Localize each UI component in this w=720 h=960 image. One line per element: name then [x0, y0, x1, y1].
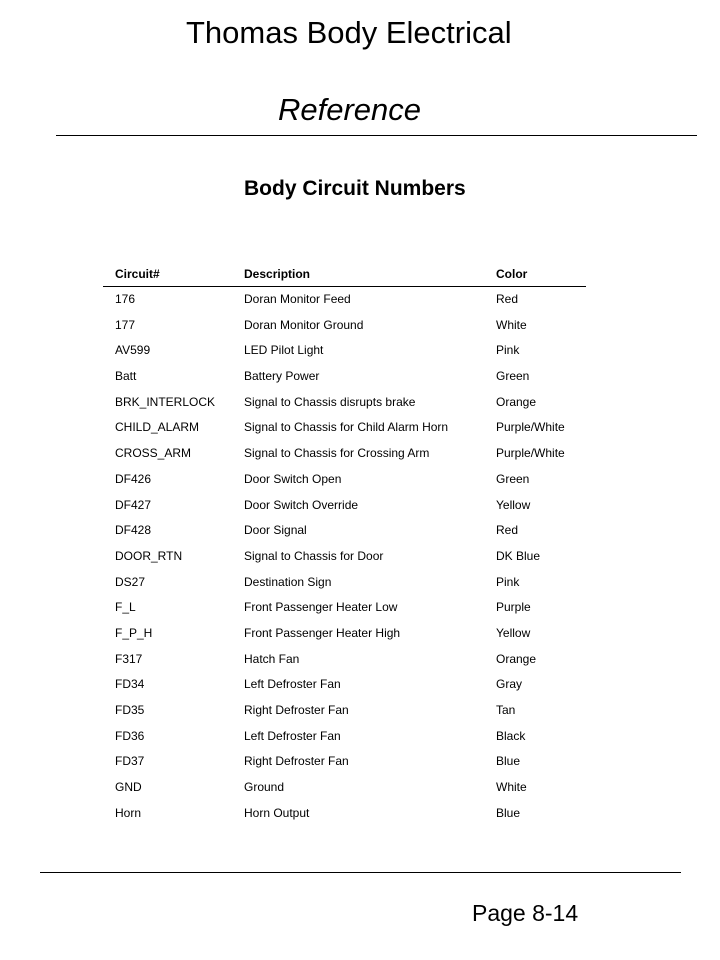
color-cell: Red	[496, 523, 519, 538]
description-cell: Door Switch Override	[244, 497, 359, 512]
color-cell: Blue	[496, 754, 521, 769]
circuit-cell: CROSS_ARM	[115, 446, 192, 461]
table-row	[103, 595, 586, 621]
table-row	[103, 415, 586, 441]
description-cell: Door Switch Open	[244, 471, 342, 486]
table-row	[103, 390, 586, 416]
color-cell: DK Blue	[496, 548, 541, 563]
table-row	[103, 647, 586, 673]
table-header-row	[103, 262, 586, 287]
color-cell: Purple/White	[496, 420, 565, 435]
color-cell: Pink	[496, 343, 520, 358]
circuit-cell: DF426	[115, 471, 152, 486]
color-cell: Purple/White	[496, 446, 565, 461]
circuit-cell: DOOR_RTN	[115, 548, 183, 563]
color-cell: Purple	[496, 600, 531, 615]
circuit-cell: Horn	[115, 805, 142, 820]
table-row	[103, 801, 586, 827]
circuit-cell: 176	[115, 292, 136, 306]
description-cell: Ground	[244, 780, 285, 795]
description-cell: Horn Output	[244, 805, 310, 820]
description-cell: Signal to Chassis for Child Alarm Horn	[244, 420, 449, 435]
table-row	[103, 441, 586, 467]
table-row	[103, 313, 586, 339]
circuit-table	[103, 262, 586, 826]
circuit-cell: F_P_H	[115, 625, 153, 640]
color-cell: Yellow	[496, 625, 531, 640]
table-row	[103, 544, 586, 570]
table-row	[103, 775, 586, 801]
description-cell: Front Passenger Heater High	[244, 625, 401, 640]
circuit-cell: GND	[115, 780, 142, 795]
circuit-cell: CHILD_ALARM	[115, 420, 200, 435]
column-header-description: Description	[244, 267, 311, 281]
description-cell: Left Defroster Fan	[244, 728, 341, 743]
table-row	[103, 749, 586, 775]
column-header-circuit: Circuit#	[115, 267, 160, 281]
circuit-cell: F_L	[115, 600, 136, 615]
description-cell: LED Pilot Light	[244, 343, 324, 358]
table-row	[103, 724, 586, 750]
circuit-cell: FD34	[115, 677, 145, 692]
description-cell: Battery Power	[244, 369, 320, 384]
table-row	[103, 467, 586, 493]
circuit-cell: FD37	[115, 754, 145, 769]
description-cell: Destination Sign	[244, 574, 332, 589]
circuit-cell: 177	[115, 317, 136, 332]
color-cell: Orange	[496, 651, 537, 666]
table-row	[103, 672, 586, 698]
footer-divider	[40, 872, 681, 873]
description-cell: Door Signal	[244, 523, 307, 538]
description-cell: Right Defroster Fan	[244, 754, 349, 769]
color-cell: Orange	[496, 394, 537, 409]
circuit-cell: Batt	[115, 369, 137, 384]
color-cell: Tan	[496, 703, 516, 717]
table-row	[103, 493, 586, 519]
circuit-cell: DF427	[115, 497, 152, 512]
table-row	[103, 364, 586, 390]
table-row	[103, 621, 586, 647]
circuit-cell: FD36	[115, 728, 145, 743]
circuit-cell: BRK_INTERLOCK	[115, 394, 216, 409]
color-cell: White	[496, 317, 527, 332]
table-row	[103, 338, 586, 364]
description-cell: Front Passenger Heater Low	[244, 600, 398, 615]
page-title: Thomas Body Electrical	[186, 15, 512, 50]
circuit-cell: DS27	[115, 574, 146, 589]
table-row	[103, 570, 586, 596]
table-body	[103, 287, 586, 826]
color-cell: Green	[496, 471, 530, 486]
circuit-cell: DF428	[115, 523, 152, 538]
color-cell: Green	[496, 369, 530, 384]
description-cell: Doran Monitor Ground	[244, 317, 364, 332]
color-cell: Gray	[496, 677, 523, 692]
circuit-cell: F317	[115, 651, 143, 666]
description-cell: Left Defroster Fan	[244, 677, 341, 692]
description-cell: Right Defroster Fan	[244, 703, 349, 717]
table-row	[103, 287, 586, 313]
column-header-color: Color	[496, 267, 528, 281]
color-cell: White	[496, 780, 527, 795]
page-subtitle: Reference	[278, 92, 422, 127]
header-divider	[56, 135, 697, 136]
color-cell: Red	[496, 292, 519, 306]
description-cell: Signal to Chassis for Crossing Arm	[244, 446, 430, 461]
table-row	[103, 698, 586, 724]
description-cell: Hatch Fan	[244, 651, 300, 666]
color-cell: Blue	[496, 805, 521, 820]
table-row	[103, 518, 586, 544]
description-cell: Signal to Chassis disrupts brake	[244, 394, 416, 409]
description-cell: Doran Monitor Feed	[244, 292, 351, 306]
description-cell: Signal to Chassis for Door	[244, 548, 384, 563]
section-heading: Body Circuit Numbers	[244, 177, 466, 200]
color-cell: Pink	[496, 574, 520, 589]
circuit-cell: FD35	[115, 703, 145, 717]
color-cell: Yellow	[496, 497, 531, 512]
color-cell: Black	[496, 728, 526, 743]
page-number: Page 8-14	[472, 900, 579, 926]
circuit-cell: AV599	[115, 343, 151, 358]
